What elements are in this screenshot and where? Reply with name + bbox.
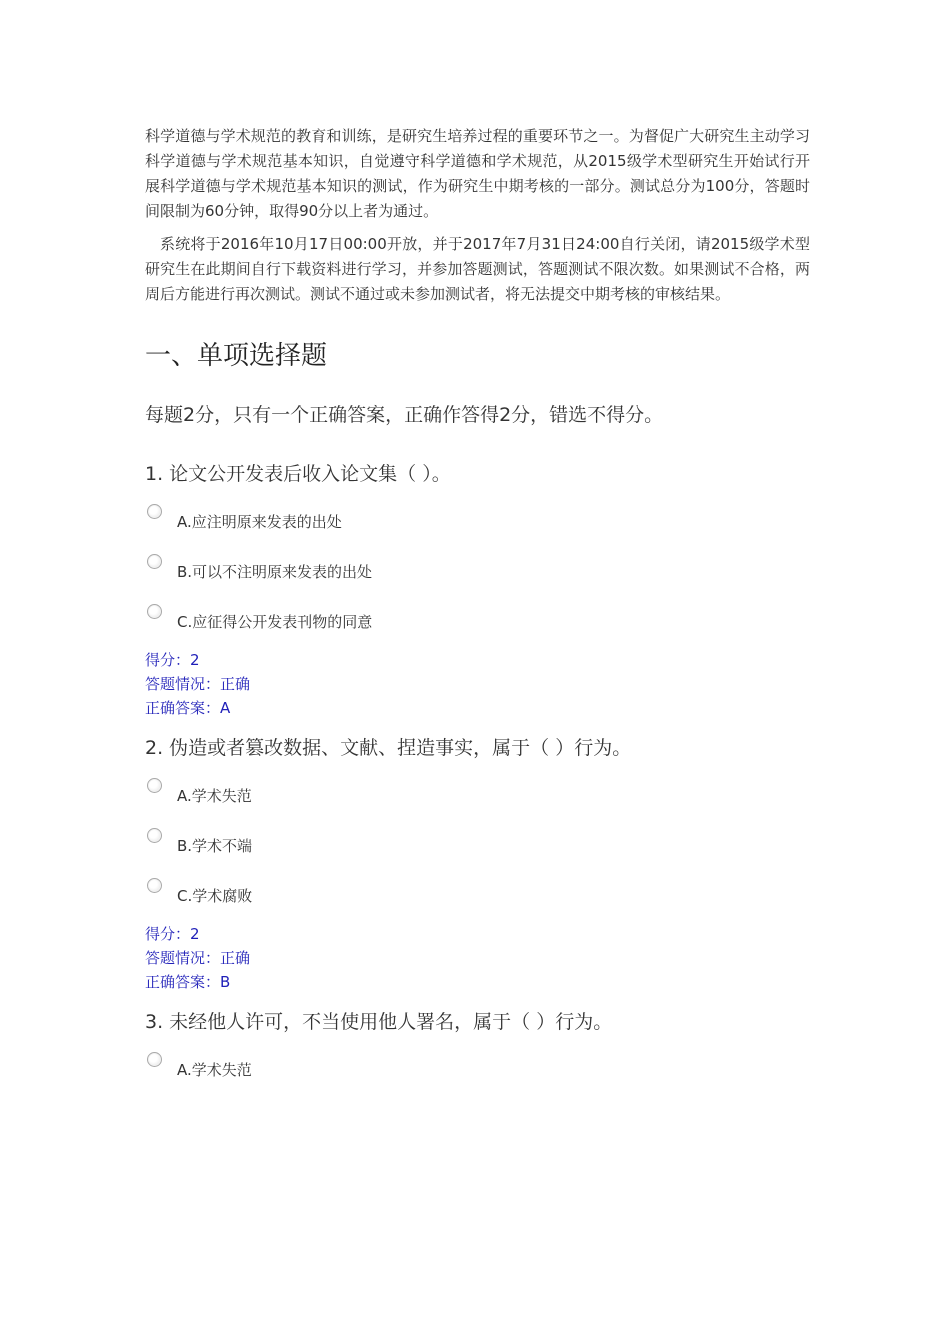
option-b[interactable] [145,554,810,604]
option-label: A.学术失范 [177,787,252,805]
option-label: C.应征得公开发表刊物的同意 [177,613,373,631]
score-text: 得分：2 [145,925,200,943]
option-label: C.学术腐败 [177,887,253,905]
question-2 [145,734,810,994]
section-title: 一、单项选择题 [145,341,328,371]
radio-button[interactable] [147,604,162,619]
intro-paragraph-2: 系统将于2016年10月17日00:00开放，并于2017年7月31日24:00自行关闭，请2015级学术型研究生在此期间自行下载资料进行学习，并参加答题测试，答题测试不限次数。如果测试不合格，两周后方能进行再次测试。测试不通过或未参加测试者，将无法提交中期考核的审核结果。 [145,235,810,303]
correct-answer-text: 正确答案：B [145,973,231,991]
option-label: B.学术不端 [177,837,253,855]
score-text: 得分：2 [145,651,200,669]
question-title: 2. 伪造或者篡改数据、文献、捏造事实，属于（ ）行为。 [145,737,632,759]
option-label: B.可以不注明原来发表的出处 [177,563,373,581]
option-list [145,504,810,654]
radio-button[interactable] [147,828,162,843]
option-c[interactable] [145,604,810,654]
section-description: 每题2分，只有一个正确答案，正确作答得2分，错选不得分。 [145,404,664,426]
question-3 [145,1008,810,1102]
radio-button[interactable] [147,778,162,793]
radio-button[interactable] [147,1052,162,1067]
radio-button[interactable] [147,504,162,519]
result-block [145,922,810,994]
question-title: 3. 未经他人许可，不当使用他人署名，属于（ ）行为。 [145,1011,613,1033]
status-text: 答题情况：正确 [145,949,251,967]
option-a[interactable] [145,504,810,554]
option-c[interactable] [145,878,810,928]
radio-button[interactable] [147,878,162,893]
option-a[interactable] [145,778,810,828]
question-title: 1. 论文公开发表后收入论文集（ ）。 [145,463,451,485]
intro-paragraph-1: 科学道德与学术规范的教育和训练，是研究生培养过程的重要环节之一。为督促广大研究生主动学习科学道德与学术规范基本知识，自觉遵守科学道德和学术规范，从2015级学术型研究生开始试行开展科学道德与学术规范基本知识的测试，作为研究生中期考核的一部分。测试总分为100分，答题时间限制为60分钟，取得90分以上者为通过。 [145,127,810,220]
option-a[interactable] [145,1052,810,1102]
status-text: 答题情况：正确 [145,675,251,693]
option-b[interactable] [145,828,810,878]
document-page [145,124,810,1102]
radio-button[interactable] [147,554,162,569]
question-1 [145,460,810,720]
option-list [145,1052,810,1102]
correct-answer-text: 正确答案：A [145,699,231,717]
result-block [145,648,810,720]
option-label: A.应注明原来发表的出处 [177,513,342,531]
option-label: A.学术失范 [177,1061,252,1079]
option-list [145,778,810,928]
